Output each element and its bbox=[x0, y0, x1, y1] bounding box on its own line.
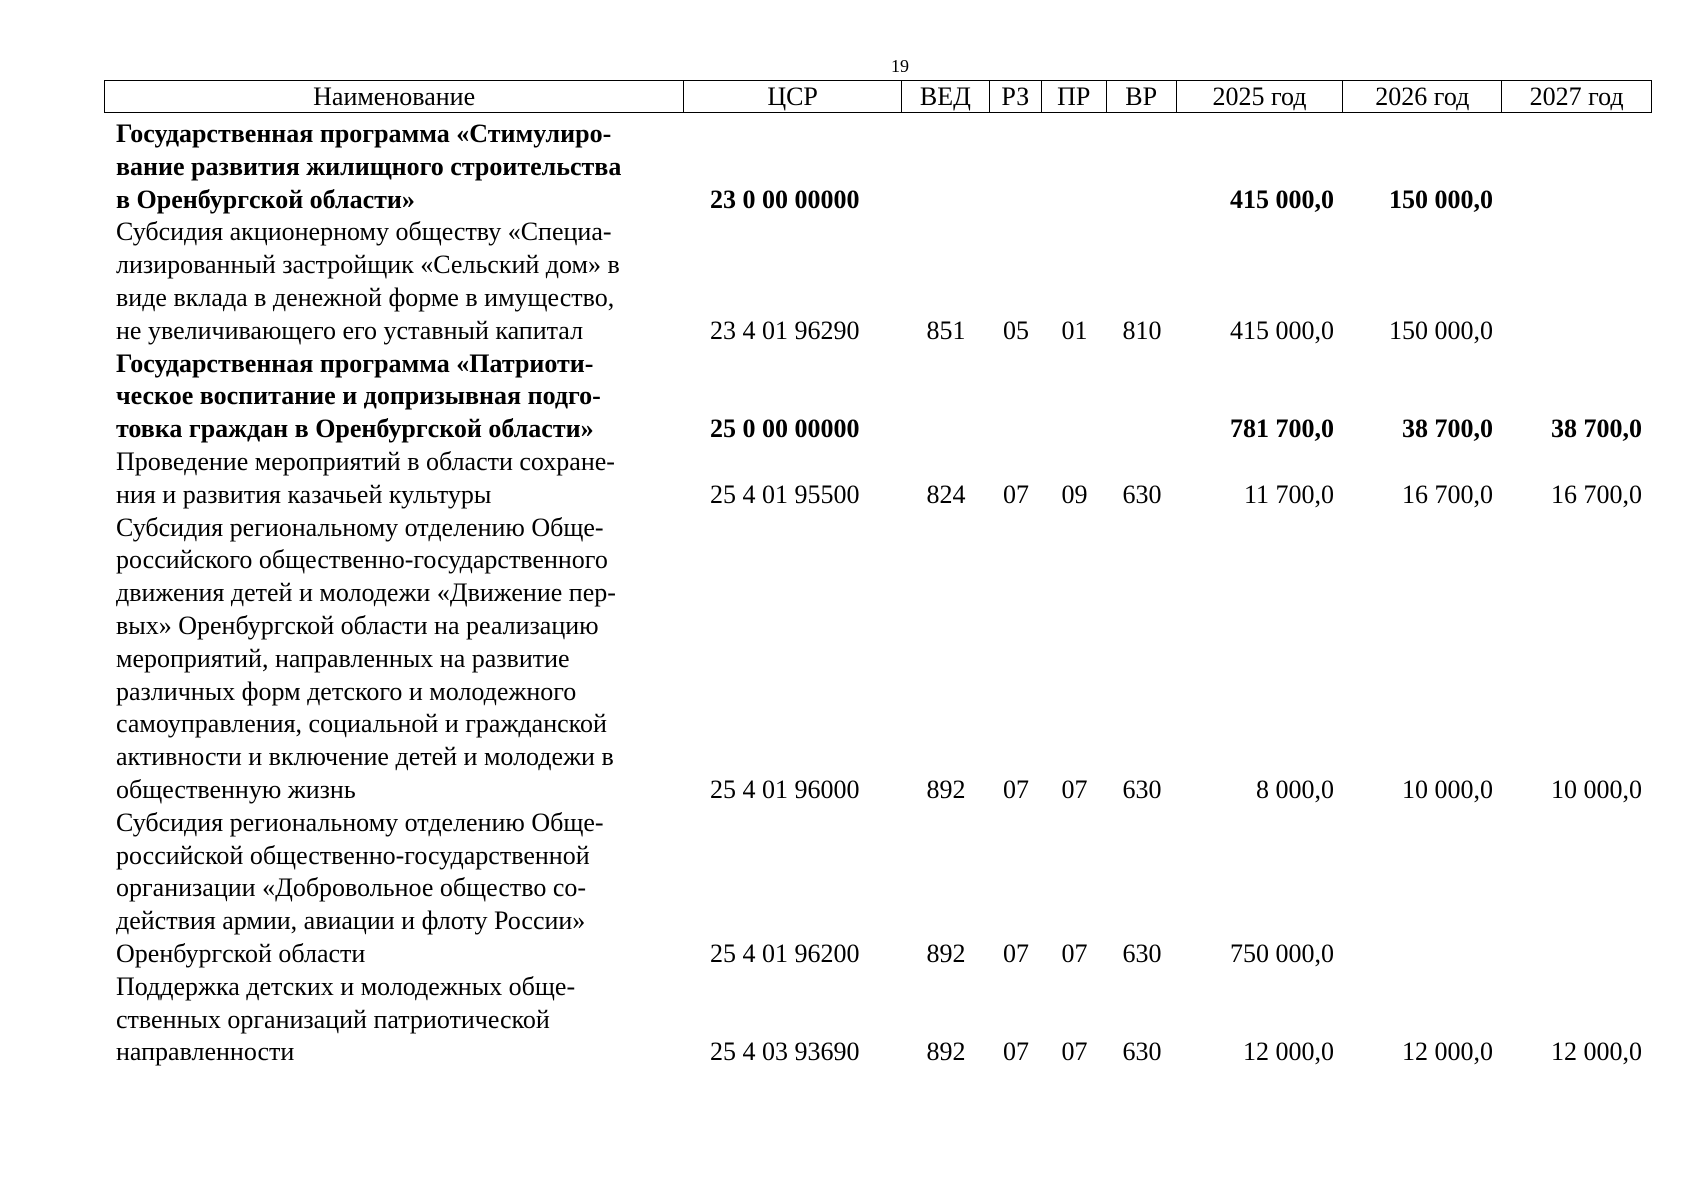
table-row bbox=[104, 118, 1652, 216]
row-rz: 07 bbox=[1003, 774, 1029, 804]
header-name: Наименование bbox=[105, 81, 684, 112]
row-ved: 892 bbox=[926, 938, 966, 968]
row-csr: 23 4 01 96290 bbox=[710, 315, 860, 345]
name-line: движения детей и молодежи «Движение пер- bbox=[116, 578, 616, 608]
row-name bbox=[104, 512, 684, 807]
row-name bbox=[104, 348, 684, 446]
row-name bbox=[104, 216, 684, 347]
row-2026: 16 700,0 bbox=[1402, 479, 1493, 509]
row-vr: 630 bbox=[1122, 479, 1162, 509]
row-rz: 05 bbox=[1003, 315, 1029, 345]
row-ved: 851 bbox=[926, 315, 966, 345]
name-line: ческое воспитание и допризывная подго- bbox=[116, 381, 601, 411]
table-row bbox=[104, 348, 1652, 446]
row-rz: 07 bbox=[1003, 479, 1029, 509]
name-line: Субсидия акционерному обществу «Специа- bbox=[116, 217, 612, 247]
name-line: российской общественно-государственной bbox=[116, 840, 590, 870]
name-line: действия армии, авиации и флоту России» bbox=[116, 906, 586, 936]
name-line: Государственная программа «Патриоти- bbox=[116, 348, 594, 378]
table-row bbox=[104, 512, 1652, 807]
header-2026: 2026 год bbox=[1343, 81, 1502, 112]
table-row bbox=[104, 807, 1652, 971]
table-row bbox=[104, 446, 1652, 512]
name-line: вание развития жилищного строительства bbox=[116, 151, 622, 181]
row-2025: 415 000,0 bbox=[1230, 315, 1334, 345]
name-line: не увеличивающего его уставный капитал bbox=[116, 315, 584, 345]
name-line: в Оренбургской области» bbox=[116, 184, 415, 214]
row-vr: 630 bbox=[1122, 774, 1162, 804]
row-2025: 781 700,0 bbox=[1230, 414, 1334, 444]
row-2025: 415 000,0 bbox=[1230, 184, 1334, 214]
name-line: Проведение мероприятий в области сохране- bbox=[116, 446, 615, 476]
row-2027: 10 000,0 bbox=[1551, 774, 1642, 804]
header-pr: ПР bbox=[1042, 81, 1107, 112]
row-csr: 25 4 03 93690 bbox=[710, 1037, 860, 1067]
header-2027: 2027 год bbox=[1529, 82, 1624, 111]
row-2026: 38 700,0 bbox=[1402, 414, 1493, 444]
table-row bbox=[104, 971, 1652, 1069]
row-name bbox=[104, 446, 684, 512]
header-csr: ЦСР bbox=[684, 81, 902, 112]
row-csr: 25 4 01 96200 bbox=[710, 938, 860, 968]
name-line: виде вклада в денежной форме в имущество, bbox=[116, 282, 615, 312]
row-2026: 12 000,0 bbox=[1402, 1037, 1493, 1067]
name-line: Субсидия региональному отделению Обще- bbox=[116, 512, 604, 542]
row-ved: 892 bbox=[926, 1037, 966, 1067]
row-name bbox=[104, 971, 684, 1069]
row-name bbox=[104, 807, 684, 971]
row-name bbox=[104, 118, 684, 216]
name-line: Оренбургской области bbox=[116, 938, 366, 968]
name-line: Поддержка детских и молодежных обще- bbox=[116, 971, 576, 1001]
table-body bbox=[104, 118, 1652, 1069]
name-line: лизированный застройщик «Сельский дом» в bbox=[116, 250, 620, 280]
row-vr: 630 bbox=[1122, 1037, 1162, 1067]
row-2027: 16 700,0 bbox=[1551, 479, 1642, 509]
name-line: российского общественно-государственного bbox=[116, 545, 608, 575]
row-vr: 810 bbox=[1122, 315, 1162, 345]
name-line: различных форм детского и молодежного bbox=[116, 676, 577, 706]
row-ved: 824 bbox=[926, 479, 966, 509]
row-csr: 25 4 01 95500 bbox=[710, 479, 860, 509]
row-pr: 07 bbox=[1061, 774, 1088, 804]
name-line: общественную жизнь bbox=[116, 774, 356, 804]
row-2025: 12 000,0 bbox=[1243, 1037, 1334, 1067]
name-line: организации «Добровольное общество со- bbox=[116, 873, 587, 903]
row-ved: 892 bbox=[926, 774, 966, 804]
header-ved: ВЕД bbox=[902, 81, 990, 112]
row-pr: 07 bbox=[1061, 1037, 1088, 1067]
row-pr: 09 bbox=[1061, 479, 1088, 509]
row-csr: 25 0 00 00000 bbox=[710, 414, 860, 444]
name-line: активности и включение детей и молодежи в bbox=[116, 742, 614, 772]
name-line: направленности bbox=[116, 1037, 295, 1067]
row-2025: 750 000,0 bbox=[1230, 938, 1334, 968]
row-2026: 150 000,0 bbox=[1389, 184, 1493, 214]
table-row bbox=[104, 216, 1652, 347]
header-2025: 2025 год bbox=[1177, 81, 1344, 112]
name-line: самоуправления, социальной и гражданской bbox=[116, 709, 607, 739]
header-rz: РЗ bbox=[990, 81, 1042, 112]
name-line: Государственная программа «Стимулиро- bbox=[116, 119, 612, 148]
name-line: ственных организаций патриотической bbox=[116, 1004, 550, 1034]
name-line: мероприятий, направленных на развитие bbox=[116, 643, 570, 673]
row-2025: 8 000,0 bbox=[1256, 774, 1334, 804]
row-2025: 11 700,0 bbox=[1243, 479, 1334, 509]
row-vr: 630 bbox=[1122, 938, 1162, 968]
row-rz: 07 bbox=[1003, 938, 1029, 968]
row-2026: 150 000,0 bbox=[1389, 315, 1493, 345]
name-line: Субсидия региональному отделению Обще- bbox=[116, 807, 604, 837]
name-line: товка граждан в Оренбургской области» bbox=[116, 414, 594, 444]
row-pr: 01 bbox=[1061, 315, 1088, 345]
name-line: ния и развития казачьей культуры bbox=[116, 479, 492, 509]
row-2027: 38 700,0 bbox=[1551, 414, 1642, 444]
page-number: 19 bbox=[891, 56, 909, 76]
table-header bbox=[104, 80, 1652, 113]
row-pr: 07 bbox=[1061, 938, 1088, 968]
row-csr: 23 0 00 00000 bbox=[710, 184, 860, 214]
row-2027: 12 000,0 bbox=[1551, 1037, 1642, 1067]
name-line: вых» Оренбургской области на реализацию bbox=[116, 610, 599, 640]
header-vr: ВР bbox=[1107, 81, 1177, 112]
row-2026: 10 000,0 bbox=[1402, 774, 1493, 804]
row-rz: 07 bbox=[1003, 1037, 1029, 1067]
row-csr: 25 4 01 96000 bbox=[710, 774, 860, 804]
